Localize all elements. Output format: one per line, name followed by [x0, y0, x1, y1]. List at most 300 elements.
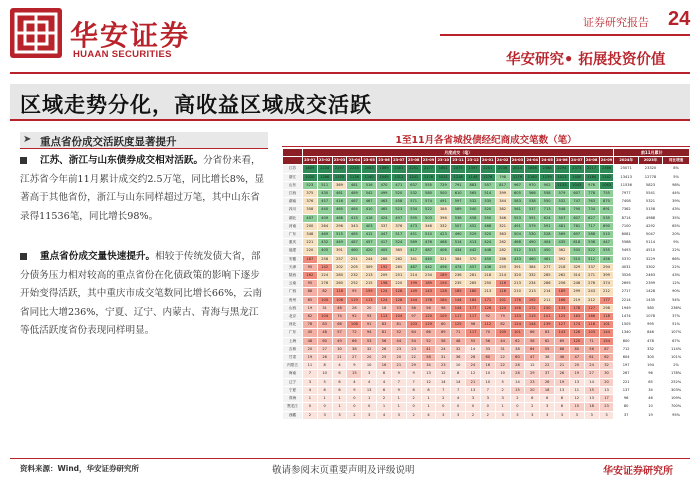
month-value-cell: 457 [362, 239, 377, 247]
month-value-cell: 2217 [584, 165, 599, 173]
month-value-cell: 0 [480, 403, 495, 411]
month-value-cell: 430 [317, 190, 332, 198]
month-value-cell: 142 [317, 263, 332, 271]
month-value-cell: 28 [347, 304, 362, 312]
month-value-cell: 418 [362, 214, 377, 222]
month-value-cell: 166 [584, 313, 599, 321]
month-value-cell: 280 [332, 272, 347, 280]
header-month: 24-01 [480, 157, 495, 165]
total-2023-cell: 4988 [638, 214, 662, 222]
total-2024-cell: 221 [614, 378, 638, 386]
month-value-cell: 542 [362, 190, 377, 198]
month-value-cell: 118 [584, 321, 599, 329]
month-value-cell: 15 [510, 386, 525, 394]
month-value-cell: 747 [569, 198, 584, 206]
month-value-cell: 49 [332, 337, 347, 345]
month-value-cell: 202 [332, 263, 347, 271]
month-value-cell: 522 [421, 206, 436, 214]
month-value-cell: 510 [599, 231, 614, 239]
month-value-cell: 465 [377, 206, 392, 214]
province-cell: 广东 [283, 231, 303, 239]
paragraph-2-body: 相较于传统发债大省，部分债务压力相对较高的重点省份在化债政策的影响下逐步开始变得活跃，其中重庆市成交笔数同比增长66%，云南省同比大增236%，宁夏、辽宁、内蒙古、青海与黑龙江等低活跃度省份表现同样明显。 [20, 251, 262, 336]
total-2024-cell: 6081 [614, 231, 638, 239]
month-value-cell: 3 [451, 411, 466, 419]
paragraph-1 [20, 152, 266, 226]
month-value-cell: 11 [569, 386, 584, 394]
month-value-cell: 158 [510, 304, 525, 312]
month-value-cell: 470 [377, 181, 392, 189]
month-value-cell: 22 [540, 362, 555, 370]
yoy-cell: 303% [663, 386, 690, 394]
month-value-cell: 540 [466, 206, 481, 214]
month-value-cell: 13 [584, 395, 599, 403]
month-value-cell: 34 [421, 362, 436, 370]
month-value-cell: 7 [302, 370, 317, 378]
month-value-cell: 507 [555, 214, 570, 222]
yoy-cell: 95% [663, 411, 690, 419]
month-value-cell: 13 [421, 370, 436, 378]
month-value-cell: 3 [555, 411, 570, 419]
header-month: 23-01 [302, 157, 317, 165]
table-row [283, 247, 690, 255]
month-value-cell: 20 [302, 345, 317, 353]
month-value-cell: 235 [451, 280, 466, 288]
month-value-cell: 2368 [540, 165, 555, 173]
yoy-cell: 252% [663, 378, 690, 386]
header-month: 23-03 [332, 157, 347, 165]
month-value-cell: 363 [495, 231, 510, 239]
yoy-cell: 700% [663, 403, 690, 411]
month-value-cell: 309 [362, 263, 377, 271]
month-value-cell: 22 [406, 354, 421, 362]
month-value-cell: 2245 [347, 165, 362, 173]
month-value-cell: 184 [436, 296, 451, 304]
month-value-cell: 57 [332, 329, 347, 337]
month-value-cell: 118 [332, 288, 347, 296]
month-value-cell: 870 [599, 198, 614, 206]
month-value-cell: 500 [436, 190, 451, 198]
month-value-cell: 536 [584, 239, 599, 247]
month-value-cell: 166 [555, 296, 570, 304]
month-value-cell: 481 [555, 222, 570, 230]
month-value-cell: 332 [525, 272, 540, 280]
month-value-cell: 1 [317, 395, 332, 403]
month-value-cell: 8 [451, 370, 466, 378]
month-value-cell: 46 [332, 304, 347, 312]
month-value-cell: 27 [584, 370, 599, 378]
month-value-cell: 60 [480, 354, 495, 362]
total-2024-cell: 137 [614, 386, 638, 394]
month-value-cell: 346 [495, 214, 510, 222]
month-value-cell: 60 [436, 321, 451, 329]
month-value-cell: 1809 [302, 165, 317, 173]
total-2023-cell: 5047 [638, 231, 662, 239]
month-value-cell: 520 [480, 206, 495, 214]
month-value-cell: 528 [540, 231, 555, 239]
month-value-cell: 2075 [451, 165, 466, 173]
month-value-cell: 883 [466, 181, 481, 189]
month-value-cell: 9 [406, 370, 421, 378]
total-2023-cell: 1428 [638, 288, 662, 296]
month-value-cell: 56 [480, 337, 495, 345]
month-value-cell: 32 [362, 345, 377, 353]
month-value-cell: 58 [436, 337, 451, 345]
month-value-cell: 1286 [317, 173, 332, 181]
month-value-cell: 457 [466, 263, 481, 271]
month-value-cell: 257 [332, 255, 347, 263]
header-month: 23-11 [451, 157, 466, 165]
month-value-cell: 2366 [599, 165, 614, 173]
month-value-cell: 52 [421, 337, 436, 345]
month-value-cell: 119 [347, 296, 362, 304]
bullet-heading [20, 132, 268, 149]
month-value-cell: 115 [525, 313, 540, 321]
month-value-cell: 47 [525, 354, 540, 362]
month-value-cell: 392 [555, 255, 570, 263]
province-cell: 河南 [283, 222, 303, 230]
month-value-cell: 83 [540, 329, 555, 337]
month-value-cell: 124 [377, 296, 392, 304]
header-month: 23-06 [377, 157, 392, 165]
table-row [283, 222, 690, 230]
month-value-cell: 447 [377, 231, 392, 239]
month-value-cell: 358 [302, 206, 317, 214]
month-value-cell: 729 [436, 181, 451, 189]
table-row [283, 386, 690, 394]
yoy-cell: 90% [663, 288, 690, 296]
month-value-cell: 9 [391, 370, 406, 378]
month-value-cell: 4 [451, 395, 466, 403]
month-value-cell: 399 [599, 272, 614, 280]
month-value-cell: 56 [421, 304, 436, 312]
month-value-cell: 569 [555, 231, 570, 239]
month-value-cell: 1241 [406, 173, 421, 181]
section-title-band [10, 84, 690, 121]
month-value-cell: 3 [466, 395, 481, 403]
month-value-cell: 1 [421, 395, 436, 403]
month-value-cell: 2251 [406, 165, 421, 173]
month-value-cell: 3 [391, 411, 406, 419]
month-value-cell: 14 [510, 378, 525, 386]
total-2023-cell: 5823 [638, 181, 662, 189]
month-value-cell: 2294 [555, 165, 570, 173]
month-value-cell: 7 [436, 386, 451, 394]
month-value-cell: 21 [391, 362, 406, 370]
province-cell: 重庆 [283, 239, 303, 247]
total-2024-cell: 800 [614, 337, 638, 345]
province-cell: 四川 [283, 206, 303, 214]
month-value-cell: 1140 [362, 173, 377, 181]
month-value-cell: 103 [584, 329, 599, 337]
month-value-cell: 26 [317, 354, 332, 362]
month-value-cell: 409 [317, 214, 332, 222]
month-value-cell: 433 [510, 255, 525, 263]
month-value-cell: 6 [332, 378, 347, 386]
month-value-cell: 71 [451, 329, 466, 337]
month-value-cell: 277 [540, 263, 555, 271]
total-2024-cell: 3526 [614, 272, 638, 280]
month-value-cell: 262 [391, 255, 406, 263]
province-cell: 甘肃 [283, 354, 303, 362]
logo-emblem-icon [10, 8, 62, 58]
month-value-cell: 450 [480, 255, 495, 263]
month-value-cell: 62 [510, 337, 525, 345]
province-cell: 吉林 [283, 345, 303, 353]
month-value-cell: 468 [436, 239, 451, 247]
month-value-cell: 8 [555, 395, 570, 403]
month-value-cell: 2 [495, 386, 510, 394]
month-value-cell: 124 [377, 288, 392, 296]
month-value-cell: 5 [495, 378, 510, 386]
month-value-cell: 264 [317, 222, 332, 230]
month-value-cell: 476 [421, 239, 436, 247]
month-value-cell: 46 [555, 354, 570, 362]
month-value-cell: 465 [347, 231, 362, 239]
month-value-cell: 258 [317, 255, 332, 263]
header-month: 24-07 [569, 157, 584, 165]
month-value-cell: 341 [406, 255, 421, 263]
month-value-cell: 104 [391, 313, 406, 321]
logo-chinese-name: 华安证券 [70, 19, 191, 52]
month-value-cell: 2303 [391, 165, 406, 173]
month-value-cell: 20 [362, 354, 377, 362]
yoy-cell: 65% [663, 222, 690, 230]
header-month: 23-07 [391, 157, 406, 165]
month-value-cell: 24 [584, 362, 599, 370]
month-value-cell: 442 [421, 263, 436, 271]
month-value-cell: 7 [480, 386, 495, 394]
month-value-cell: 61 [584, 354, 599, 362]
month-value-cell: 579 [525, 222, 540, 230]
month-value-cell: 162 [302, 272, 317, 280]
month-value-cell: 1 [391, 403, 406, 411]
province-cell: 湖北 [283, 214, 303, 222]
total-2023-cell: 478 [638, 337, 662, 345]
month-value-cell: 548 [555, 206, 570, 214]
month-value-cell: 15 [347, 370, 362, 378]
month-value-cell: 440 [421, 255, 436, 263]
month-value-cell: 424 [377, 214, 392, 222]
month-value-cell: 8 [421, 386, 436, 394]
total-2024-cell: 5568 [614, 239, 638, 247]
month-value-cell: 1218 [451, 173, 466, 181]
month-value-cell: 9 [347, 362, 362, 370]
month-value-cell: 0 [347, 403, 362, 411]
month-value-cell: 396 [436, 214, 451, 222]
month-value-cell: 503 [421, 214, 436, 222]
month-value-cell: 159 [362, 288, 377, 296]
month-value-cell: 522 [584, 247, 599, 255]
month-value-cell: 417 [406, 247, 421, 255]
month-value-cell: 490 [525, 239, 540, 247]
total-2023-cell: 5321 [638, 198, 662, 206]
month-value-cell: 624 [540, 214, 555, 222]
month-value-cell: 21 [466, 378, 481, 386]
month-value-cell: 68 [555, 345, 570, 353]
month-value-cell: 113 [377, 313, 392, 321]
month-value-cell: 65 [302, 296, 317, 304]
month-value-cell: 38 [510, 345, 525, 353]
month-value-cell: 60 [317, 337, 332, 345]
month-value-cell: 523 [391, 206, 406, 214]
province-cell: 云南 [283, 280, 303, 288]
month-value-cell: 234 [525, 280, 540, 288]
month-value-cell: 9 [347, 386, 362, 394]
yoy-cell: 67% [663, 337, 690, 345]
month-value-cell: 2 [480, 411, 495, 419]
month-value-cell: 574 [421, 198, 436, 206]
month-value-cell: 82 [317, 288, 332, 296]
month-value-cell: 460 [347, 247, 362, 255]
header-group-monthly: 月度成交（笔） [302, 149, 614, 157]
month-value-cell: 1179 [510, 173, 525, 181]
table-row [283, 304, 690, 312]
month-value-cell: 32 [599, 362, 614, 370]
yoy-cell: 20% [663, 231, 690, 239]
table-row [283, 181, 690, 189]
month-value-cell: 510 [569, 255, 584, 263]
yoy-cell: 43% [663, 206, 690, 214]
total-2023-cell: 194 [638, 362, 662, 370]
month-value-cell: 211 [540, 296, 555, 304]
month-value-cell: 205 [347, 263, 362, 271]
month-value-cell: 436 [480, 263, 495, 271]
month-value-cell: 520 [391, 190, 406, 198]
month-value-cell: 212 [584, 296, 599, 304]
month-value-cell: 3 [436, 411, 451, 419]
yoy-cell: 22% [663, 263, 690, 271]
month-value-cell: 468 [332, 214, 347, 222]
month-value-cell: 790 [569, 206, 584, 214]
month-value-cell: 6 [317, 386, 332, 394]
month-value-cell: 1133 [555, 181, 570, 189]
total-2024-cell: 1505 [614, 321, 638, 329]
month-value-cell: 198 [377, 280, 392, 288]
month-value-cell: 286 [377, 255, 392, 263]
month-value-cell: 256 [555, 280, 570, 288]
month-value-cell: 88 [302, 288, 317, 296]
month-value-cell: 13 [569, 378, 584, 386]
province-cell: 宁夏 [283, 386, 303, 394]
month-value-cell: 537 [525, 206, 540, 214]
table-row [283, 370, 690, 378]
month-value-cell: 71 [584, 337, 599, 345]
month-value-cell: 18 [377, 304, 392, 312]
month-value-cell: 532 [406, 190, 421, 198]
table-row [283, 354, 690, 362]
month-value-cell: 218 [480, 272, 495, 280]
month-value-cell: 388 [436, 206, 451, 214]
month-value-cell: 87 [599, 345, 614, 353]
month-value-cell: 33 [480, 345, 495, 353]
header-month: 23-05 [362, 157, 377, 165]
month-value-cell: 474 [451, 263, 466, 271]
month-value-cell: 120 [421, 313, 436, 321]
total-2024-cell: 25071 [614, 165, 638, 173]
month-value-cell: 14 [584, 378, 599, 386]
month-value-cell: 471 [391, 181, 406, 189]
month-value-cell: 467 [347, 198, 362, 206]
month-value-cell: 27 [347, 354, 362, 362]
month-value-cell: 127 [584, 304, 599, 312]
month-value-cell: 7 [451, 386, 466, 394]
month-value-cell: 26 [540, 378, 555, 386]
month-value-cell: 461 [540, 255, 555, 263]
month-value-cell: 20 [525, 386, 540, 394]
month-value-cell: 72 [347, 329, 362, 337]
table-row [283, 272, 690, 280]
province-cell: 河北 [283, 321, 303, 329]
month-value-cell: 902 [540, 181, 555, 189]
month-value-cell: 415 [347, 214, 362, 222]
province-cell: 浙江 [283, 173, 303, 181]
month-value-cell: 56 [406, 304, 421, 312]
month-value-cell: 517 [391, 231, 406, 239]
table-row [283, 395, 690, 403]
month-value-cell: 4 [362, 378, 377, 386]
month-value-cell: 251 [391, 272, 406, 280]
table-row [283, 288, 690, 296]
month-value-cell: 262 [495, 239, 510, 247]
month-value-cell: 406 [436, 247, 451, 255]
total-2023-cell: 1078 [638, 313, 662, 321]
month-value-cell: 98 [466, 321, 481, 329]
header-month: 24-02 [495, 157, 510, 165]
month-value-cell: 2036 [495, 165, 510, 173]
month-value-cell: 296 [332, 222, 347, 230]
month-value-cell: 104 [317, 313, 332, 321]
month-value-cell: 2 [406, 395, 421, 403]
month-value-cell: 473 [406, 222, 421, 230]
month-value-cell: 44 [391, 337, 406, 345]
month-value-cell: 468 [480, 222, 495, 230]
month-value-cell: 447 [599, 239, 614, 247]
month-value-cell: 213 [510, 280, 525, 288]
month-value-cell: 48 [302, 337, 317, 345]
month-value-cell: 435 [555, 239, 570, 247]
month-value-cell: 432 [317, 239, 332, 247]
table-row [283, 190, 690, 198]
month-value-cell: 1178 [421, 173, 436, 181]
paragraph-2-lead: 重点省份成交量快速提升。 [40, 251, 156, 262]
month-value-cell: 535 [599, 214, 614, 222]
header-yoy: 同比增速 [663, 157, 690, 165]
month-value-cell: 128 [569, 329, 584, 337]
total-2023-cell: 2463 [638, 272, 662, 280]
month-value-cell: 10 [495, 370, 510, 378]
table-row [283, 362, 690, 370]
section-title: 区域走势分化，高收益区域成交活跃 [20, 92, 372, 117]
month-value-cell: 19 [302, 354, 317, 362]
month-value-cell: 376 [391, 222, 406, 230]
month-value-cell: 21 [555, 362, 570, 370]
month-value-cell: 28 [466, 354, 481, 362]
month-value-cell: 144 [525, 321, 540, 329]
total-2023-cell: 23320 [638, 165, 662, 173]
month-value-cell: 375 [302, 190, 317, 198]
month-value-cell: 194 [436, 280, 451, 288]
month-value-cell: 143 [555, 329, 570, 337]
month-value-cell: 127 [555, 321, 570, 329]
month-value-cell: 404 [540, 239, 555, 247]
month-value-cell: 184 [466, 296, 481, 304]
month-value-cell: 23 [436, 362, 451, 370]
province-cell: 湖南 [283, 198, 303, 206]
month-value-cell: 176 [510, 296, 525, 304]
month-value-cell: 497 [391, 214, 406, 222]
month-value-cell: 101 [495, 296, 510, 304]
month-value-cell: 4 [377, 378, 392, 386]
